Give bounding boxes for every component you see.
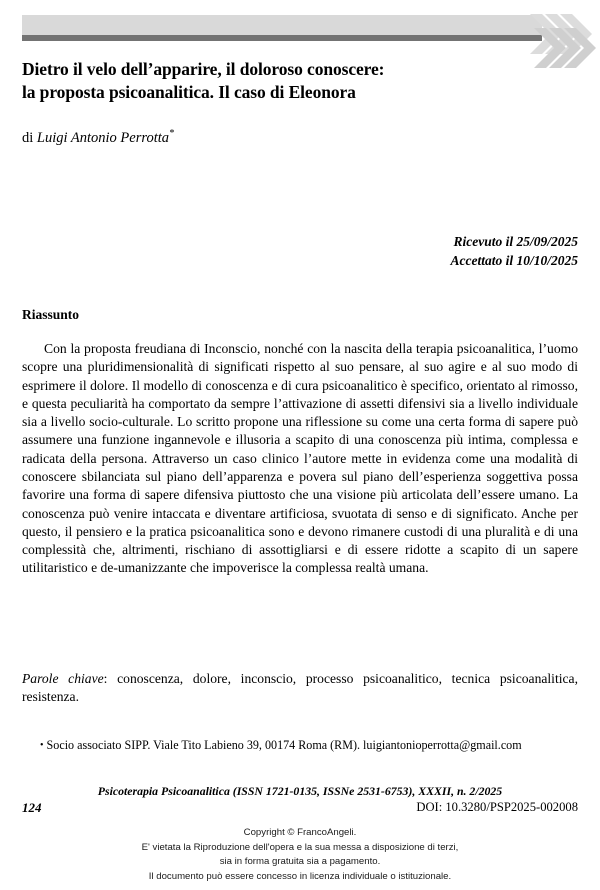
author-byline [22,128,174,147]
accepted-date: Accettato il 10/10/2025 [450,253,578,269]
page-number: 124 [22,800,42,815]
copyright-line-1: Copyright © FrancoAngeli. [243,827,357,838]
keywords-values: conoscenza, dolore, inconscio, processo psicoanalitico, tecnica psicoanalitica, resistenza. [22,671,578,705]
journal-citation: Psicoterapia Psicoanalitica (ISSN 1721-0135, ISSNe 2531-6753), XXXII, n. 2/2025 [97,784,503,798]
header-bar-dark [22,35,542,41]
byline-prefix: di [22,129,34,146]
title-line-2: la proposta psicoanalitica. Il caso di Eleonora [22,82,356,103]
title-line-1: Dietro il velo dell’apparire, il doloroso conoscere: [22,59,385,79]
footnote-marker: • [40,740,44,751]
keywords-label: Parole chiave [22,671,104,686]
received-date: Ricevuto il 25/09/2025 [453,234,578,249]
copyright-line-4: Il documento può essere concesso in licenza individuale o istituzionale. [148,870,452,882]
copyright-line-2: E' vietata la Riproduzione dell'opera e la sua messa a disposizione di terzi, [141,841,459,853]
author-name: Luigi Antonio Perrotta [36,129,170,146]
copyright-notice [0,826,600,884]
submission-dates [451,232,579,270]
keywords-line [22,670,578,707]
author-footnote [22,737,578,753]
running-footer [22,784,578,820]
author-footnote-marker: * [169,128,175,139]
page-title [22,58,542,104]
footnote-text: Socio associato SIPP. Viale Tito Labieno 39, 00174 Roma (RM). luigiantonioperrotta@gmail.com [46,738,522,752]
copyright-line-3: sia in forma gratuita sia a pagamento. [219,856,381,868]
keywords-separator: : [103,671,118,686]
abstract-body: Con la proposta freudiana di Inconscio, nonché con la nascita della terapia psicoanalitica, l’uomo scopre una pluridimensionalità di significati rispetto al suo pensare, al suo agire e al suo modo di esprimere il dolore. Il modello di conoscenza e di cura psicoanalitico è specifico, orientato al rimosso, e questa peculiarità ha comportato da sempre l’attivazione di assetti difensivi sia a livello individuale sia a livello socio-culturale. Lo scritto propone una riflessione su come una certa forma di sapere può assumere una funzione ingannevole e illusoria a scapito di una conoscenza più intima, complessa e radicata della persona. Attraverso un caso clinico l’autore mette in evidenza come una modalità di conoscere sbilanciata sul piano dell’apparenza e povera sul piano dell’esperienza soggettiva possa favorire una forma di sapere difensiva piuttosto che una visione più articolata dell’essere umano. La conoscenza può venire intaccata e diventare artificiosa, svuotata di senso e di significato. Anche per questo, il pensiero e la pratica psicoanalitica sono e devono rimanere custodi di una pluralità e di una complessità che, altrimenti, rischiano di assottigliarsi e di essere ridotte a scapito di un sapere utilitaristico e de-umanizzante che impoverisce la complessa realtà umana. [22,341,578,576]
header-bar-light [22,15,542,35]
abstract-heading: Riassunto [22,307,80,322]
doi-line: DOI: 10.3280/PSP2025-002008 [416,800,578,814]
